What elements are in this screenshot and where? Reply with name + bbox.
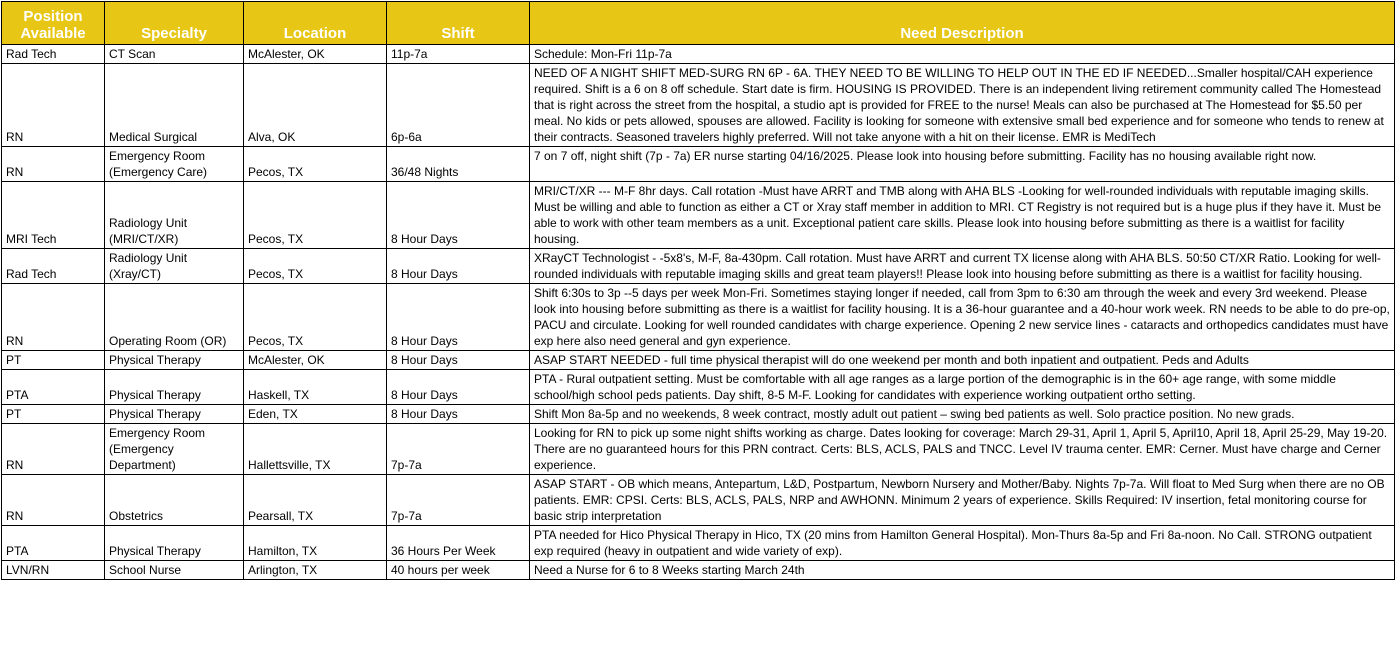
cell-specialty: CT Scan [105, 45, 244, 64]
cell-position: RN [2, 147, 105, 182]
cell-position: PT [2, 351, 105, 370]
header-description: Need Description [530, 2, 1395, 45]
header-shift: Shift [387, 2, 530, 45]
cell-location: Pecos, TX [244, 147, 387, 182]
table-row [2, 370, 1395, 405]
cell-location: Pearsall, TX [244, 475, 387, 526]
cell-description: ASAP START NEEDED - full time physical therapist will do one weekend per month and both inpatient and outpatient. Peds and Adults [530, 351, 1395, 370]
table-row [2, 64, 1395, 147]
cell-description: XRayCT Technologist - -5x8's, M-F, 8a-430pm. Call rotation. Must have ARRT and current TX license along with AHA BLS. 50:50 CT/XR Ratio. Looking for well-rounded individuals with reputable imaging skills and great team players!! Please look into housing before submitting as there is a waitlist for facility housing. [530, 249, 1395, 284]
cell-position: RN [2, 424, 105, 475]
cell-location: Pecos, TX [244, 284, 387, 351]
cell-description: 7 on 7 off, night shift (7p - 7a) ER nurse starting 04/16/2025. Please look into housing before submitting. Facility has no housing available right now. [530, 147, 1395, 182]
cell-specialty: Medical Surgical [105, 64, 244, 147]
cell-location: Haskell, TX [244, 370, 387, 405]
cell-location: Pecos, TX [244, 182, 387, 249]
table-row [2, 249, 1395, 284]
cell-specialty: Radiology Unit (MRI/CT/XR) [105, 182, 244, 249]
cell-shift: 8 Hour Days [387, 351, 530, 370]
cell-shift: 8 Hour Days [387, 405, 530, 424]
table-row [2, 351, 1395, 370]
cell-specialty: Obstetrics [105, 475, 244, 526]
cell-shift: 8 Hour Days [387, 284, 530, 351]
cell-position: RN [2, 284, 105, 351]
table-row [2, 526, 1395, 561]
cell-shift: 6p-6a [387, 64, 530, 147]
cell-location: Alva, OK [244, 64, 387, 147]
cell-shift: 40 hours per week [387, 561, 530, 580]
cell-specialty: Operating Room (OR) [105, 284, 244, 351]
cell-description: Shift 6:30s to 3p --5 days per week Mon-Fri. Sometimes staying longer if needed, call from 3pm to 6:30 am through the week and every 3rd weekend. Please look into housing before submitting as there is a waitlist for facility housing. It is a 36-hour guarantee and a 40-hour work week. RN needs to be able to do pre-op, PACU and circulate. Looking for well rounded candidates with charge experience. Opening 2 new service lines - cataracts and orthopedics candidates must have exp here also need general and gyn experience. [530, 284, 1395, 351]
cell-description: Looking for RN to pick up some night shifts working as charge. Dates looking for coverage: March 29-31, April 1, April 5, April10, April 18, April 25-29, May 19-20. There are no guaranteed hours for this PRN contract. Certs: BLS, ACLS, PALS and TNCC. Level IV trauma center. EMR: Cerner. Must have charge and Cerner experience. [530, 424, 1395, 475]
header-position: Position Available [2, 2, 105, 45]
cell-shift: 8 Hour Days [387, 182, 530, 249]
cell-location: Hallettsville, TX [244, 424, 387, 475]
cell-position: PTA [2, 526, 105, 561]
cell-description: PTA needed for Hico Physical Therapy in Hico, TX (20 mins from Hamilton General Hospital). Mon-Thurs 8a-5p and Fri 8a-noon. No Call. STRONG outpatient exp required (heavy in outpatient and wide variety of exp). [530, 526, 1395, 561]
cell-position: PT [2, 405, 105, 424]
cell-specialty: Physical Therapy [105, 405, 244, 424]
table-row [2, 182, 1395, 249]
table-body [2, 45, 1395, 580]
cell-specialty: Physical Therapy [105, 370, 244, 405]
cell-shift: 36 Hours Per Week [387, 526, 530, 561]
cell-location: Pecos, TX [244, 249, 387, 284]
cell-description: NEED OF A NIGHT SHIFT MED-SURG RN 6P - 6A. THEY NEED TO BE WILLING TO HELP OUT IN THE ED IF NEEDED...Smaller hospital/CAH experience required. Shift is a 6 on 8 off schedule. Start date is firm. HOUSING IS PROVIDED. There is an independent living retirement community called The Homestead that is right across the street from the hospital, a studio apt is provided for FREE to the nurse! Meals can also be purchased at The Homestead for $5.50 per meal. No kids or pets allowed, spouses are allowed. Facility is looking for someone with extensive small bed experience and for someone who tends to renew at their contracts. Seasoned travelers highly preferred. Will not take anyone with a hit on their license. EMR is MediTech [530, 64, 1395, 147]
cell-specialty: Emergency Room (Emergency Department) [105, 424, 244, 475]
cell-description: PTA - Rural outpatient setting. Must be comfortable with all age ranges as a large portion of the demographic is in the 60+ age range, with some middle school/high school peds patients. Day shift, 8-5 M-F. Looking for candidates with experience working outpatient ortho setting. [530, 370, 1395, 405]
cell-description: ASAP START - OB which means, Antepartum, L&D, Postpartum, Newborn Nursery and Mother/Baby. Nights 7p-7a. Will float to Med Surg when there are no OB patients. EMR: CPSI. Certs: BLS, ACLS, PALS, NRP and AWHONN. Minimum 2 years of experience. Skills Required: IV insertion, fetal monitoring course for basic strip interpretation [530, 475, 1395, 526]
cell-description: Need a Nurse for 6 to 8 Weeks starting March 24th [530, 561, 1395, 580]
cell-location: Hamilton, TX [244, 526, 387, 561]
table-row [2, 475, 1395, 526]
table-row [2, 424, 1395, 475]
header-specialty: Specialty [105, 2, 244, 45]
cell-description: MRI/CT/XR --- M-F 8hr days. Call rotation -Must have ARRT and TMB along with AHA BLS -Looking for well-rounded individuals with reputable imaging skills. Must be willing and able to function as either a CT or Xray staff member in addition to MRI. CT Registry is not required but is a huge plus if they have it. Must be able to work with other team members as a unit. Exceptional patient care skills. Please look into housing before submitting as there is a waitlist for facility housing. [530, 182, 1395, 249]
table-row [2, 561, 1395, 580]
cell-position: RN [2, 64, 105, 147]
cell-position: Rad Tech [2, 249, 105, 284]
cell-description: Schedule: Mon-Fri 11p-7a [530, 45, 1395, 64]
cell-location: Arlington, TX [244, 561, 387, 580]
cell-position: Rad Tech [2, 45, 105, 64]
cell-location: Eden, TX [244, 405, 387, 424]
cell-shift: 8 Hour Days [387, 249, 530, 284]
table-row [2, 147, 1395, 182]
cell-specialty: Physical Therapy [105, 351, 244, 370]
table-row [2, 284, 1395, 351]
cell-location: McAlester, OK [244, 351, 387, 370]
cell-shift: 11p-7a [387, 45, 530, 64]
cell-location: McAlester, OK [244, 45, 387, 64]
cell-specialty: Emergency Room (Emergency Care) [105, 147, 244, 182]
cell-position: RN [2, 475, 105, 526]
job-openings-table [1, 1, 1395, 580]
cell-position: PTA [2, 370, 105, 405]
cell-specialty: School Nurse [105, 561, 244, 580]
cell-shift: 7p-7a [387, 475, 530, 526]
cell-description: Shift Mon 8a-5p and no weekends, 8 week contract, mostly adult out patient – swing bed patients as well. Solo practice position. No new grads. [530, 405, 1395, 424]
table-row [2, 45, 1395, 64]
cell-shift: 8 Hour Days [387, 370, 530, 405]
cell-position: LVN/RN [2, 561, 105, 580]
cell-specialty: Physical Therapy [105, 526, 244, 561]
table-row [2, 405, 1395, 424]
table-header-row [2, 2, 1395, 45]
header-location: Location [244, 2, 387, 45]
cell-shift: 36/48 Nights [387, 147, 530, 182]
cell-position: MRI Tech [2, 182, 105, 249]
cell-shift: 7p-7a [387, 424, 530, 475]
cell-specialty: Radiology Unit (Xray/CT) [105, 249, 244, 284]
